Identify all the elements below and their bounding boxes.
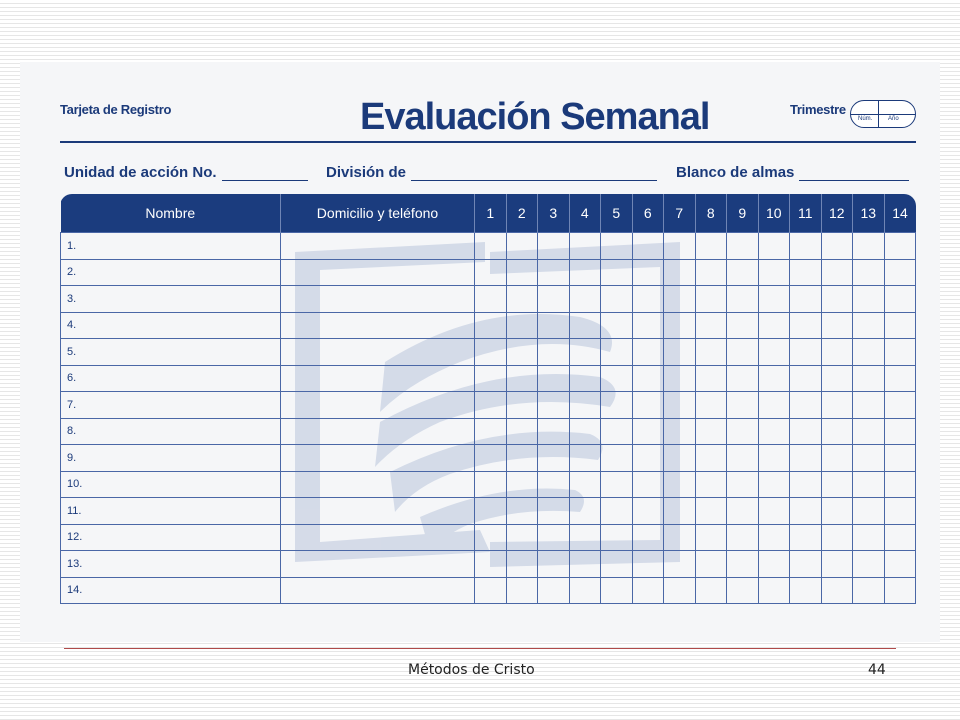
col-header-week: 6 [632,194,664,233]
week-cell[interactable] [727,365,759,392]
week-cell[interactable] [569,577,601,604]
table-body [61,233,916,604]
week-cell[interactable] [758,471,790,498]
week-cell[interactable] [884,524,916,551]
title-rule [60,141,916,143]
week-cell[interactable] [664,551,696,578]
week-cell[interactable] [790,233,822,260]
week-cell[interactable] [475,312,507,339]
division-line [411,168,657,181]
week-cell[interactable] [884,498,916,525]
week-cell[interactable] [727,524,759,551]
page-number: 44 [868,662,886,678]
table-row [61,498,916,525]
row-name-cell[interactable]: 4. [61,312,281,339]
col-header-week: 8 [695,194,727,233]
table-row [61,312,916,339]
week-cell[interactable] [538,365,570,392]
table-row [61,471,916,498]
row-name-cell[interactable]: 9. [61,445,281,472]
week-cell[interactable] [538,339,570,366]
week-cell[interactable] [601,233,633,260]
week-cell[interactable] [506,312,538,339]
week-cell[interactable] [727,392,759,419]
week-cell[interactable] [727,312,759,339]
week-cell[interactable] [632,365,664,392]
week-cell[interactable] [664,339,696,366]
table-row [61,445,916,472]
week-cell[interactable] [601,471,633,498]
week-cell[interactable] [790,445,822,472]
week-cell[interactable] [821,392,853,419]
week-cell[interactable] [538,471,570,498]
col-header-week: 13 [853,194,885,233]
week-cell[interactable] [695,365,727,392]
week-cell[interactable] [632,471,664,498]
week-cell[interactable] [821,577,853,604]
week-cell[interactable] [569,551,601,578]
row-name-cell[interactable]: 7. [61,392,281,419]
week-cell[interactable] [790,418,822,445]
week-cell[interactable] [569,524,601,551]
week-cell[interactable] [695,445,727,472]
week-cell[interactable] [758,312,790,339]
week-cell[interactable] [884,418,916,445]
week-cell[interactable] [506,392,538,419]
week-cell[interactable] [727,233,759,260]
row-name-cell[interactable]: 8. [61,418,281,445]
row-address-cell[interactable] [281,365,475,392]
week-cell[interactable] [632,339,664,366]
col-header-week: 1 [475,194,507,233]
row-name-cell[interactable]: 5. [61,339,281,366]
week-cell[interactable] [884,233,916,260]
registration-card [20,62,940,642]
week-cell[interactable] [821,259,853,286]
week-cell[interactable] [790,365,822,392]
week-cell[interactable] [632,498,664,525]
week-cell[interactable] [853,577,885,604]
week-cell[interactable] [727,445,759,472]
week-cell[interactable] [695,259,727,286]
week-cell[interactable] [538,286,570,313]
week-cell[interactable] [853,312,885,339]
week-cell[interactable] [601,498,633,525]
week-cell[interactable] [506,233,538,260]
week-cell[interactable] [475,418,507,445]
week-cell[interactable] [853,418,885,445]
row-address-cell[interactable] [281,392,475,419]
week-cell[interactable] [853,259,885,286]
week-cell[interactable] [632,286,664,313]
trimestre-num-label: Núm. [858,116,873,122]
week-cell[interactable] [475,471,507,498]
week-cell[interactable] [884,471,916,498]
week-cell[interactable] [601,392,633,419]
week-cell[interactable] [664,392,696,419]
week-cell[interactable] [601,445,633,472]
week-cell[interactable] [853,471,885,498]
row-address-cell[interactable] [281,312,475,339]
week-cell[interactable] [727,259,759,286]
week-cell[interactable] [853,365,885,392]
footer-rule [64,648,896,649]
table-row [61,524,916,551]
row-address-cell[interactable] [281,233,475,260]
week-cell[interactable] [569,418,601,445]
week-cell[interactable] [632,551,664,578]
row-address-cell[interactable] [281,339,475,366]
week-cell[interactable] [853,233,885,260]
week-cell[interactable] [790,498,822,525]
blanco-field[interactable] [676,164,909,181]
blanco-line [799,168,909,181]
week-cell[interactable] [506,551,538,578]
week-cell[interactable] [475,498,507,525]
week-cell[interactable] [821,471,853,498]
week-cell[interactable] [632,577,664,604]
week-cell[interactable] [884,312,916,339]
week-cell[interactable] [475,286,507,313]
unidad-line [222,168,308,181]
row-address-cell[interactable] [281,259,475,286]
week-cell[interactable] [569,392,601,419]
week-cell[interactable] [695,286,727,313]
row-address-cell[interactable] [281,445,475,472]
row-address-cell[interactable] [281,418,475,445]
week-cell[interactable] [758,498,790,525]
week-cell[interactable] [884,259,916,286]
week-cell[interactable] [538,392,570,419]
col-header-nombre: Nombre [61,194,281,233]
week-cell[interactable] [664,312,696,339]
row-name-cell[interactable]: 11. [61,498,281,525]
week-cell[interactable] [506,418,538,445]
week-cell[interactable] [664,524,696,551]
trimestre-line [851,114,915,115]
week-cell[interactable] [538,312,570,339]
col-header-week: 14 [884,194,916,233]
week-cell[interactable] [475,524,507,551]
week-cell[interactable] [475,577,507,604]
week-cell[interactable] [601,339,633,366]
table-row [61,418,916,445]
week-cell[interactable] [695,392,727,419]
week-cell[interactable] [853,392,885,419]
week-cell[interactable] [664,577,696,604]
week-cell[interactable] [664,259,696,286]
week-cell[interactable] [664,445,696,472]
row-name-cell[interactable]: 14. [61,577,281,604]
footer-title: Métodos de Cristo [408,662,535,678]
week-cell[interactable] [821,418,853,445]
week-cell[interactable] [758,339,790,366]
week-cell[interactable] [821,551,853,578]
table-row [61,577,916,604]
table-row [61,551,916,578]
week-cell[interactable] [758,392,790,419]
week-cell[interactable] [475,339,507,366]
week-cell[interactable] [758,445,790,472]
week-cell[interactable] [538,259,570,286]
row-address-cell[interactable] [281,524,475,551]
week-cell[interactable] [758,365,790,392]
week-cell[interactable] [821,498,853,525]
week-cell[interactable] [632,524,664,551]
table-row [61,392,916,419]
week-cell[interactable] [853,286,885,313]
week-cell[interactable] [821,312,853,339]
attendance-table [60,194,916,604]
unidad-field[interactable] [64,164,308,181]
week-cell[interactable] [884,365,916,392]
week-cell[interactable] [790,577,822,604]
week-cell[interactable] [695,498,727,525]
week-cell[interactable] [884,392,916,419]
week-cell[interactable] [569,339,601,366]
week-cell[interactable] [506,259,538,286]
week-cell[interactable] [758,286,790,313]
week-cell[interactable] [506,577,538,604]
week-cell[interactable] [538,498,570,525]
week-cell[interactable] [506,445,538,472]
col-header-week: 10 [758,194,790,233]
week-cell[interactable] [790,259,822,286]
table-row [61,233,916,260]
week-cell[interactable] [821,524,853,551]
division-field[interactable] [326,164,657,181]
week-cell[interactable] [695,524,727,551]
week-cell[interactable] [569,498,601,525]
week-cell[interactable] [790,392,822,419]
week-cell[interactable] [884,551,916,578]
week-cell[interactable] [664,418,696,445]
division-label: División de [326,164,407,181]
attendance-table-wrap [60,194,916,608]
week-cell[interactable] [758,577,790,604]
week-cell[interactable] [695,312,727,339]
week-cell[interactable] [632,445,664,472]
week-cell[interactable] [506,471,538,498]
week-cell[interactable] [538,445,570,472]
week-cell[interactable] [601,365,633,392]
week-cell[interactable] [601,577,633,604]
week-cell[interactable] [506,365,538,392]
col-header-week: 5 [601,194,633,233]
week-cell[interactable] [538,577,570,604]
week-cell[interactable] [601,312,633,339]
row-address-cell[interactable] [281,498,475,525]
week-cell[interactable] [538,524,570,551]
week-cell[interactable] [664,233,696,260]
week-cell[interactable] [727,418,759,445]
week-cell[interactable] [727,339,759,366]
row-address-cell[interactable] [281,577,475,604]
table-row [61,286,916,313]
week-cell[interactable] [506,339,538,366]
week-cell[interactable] [790,551,822,578]
week-cell[interactable] [664,498,696,525]
row-name-cell[interactable]: 3. [61,286,281,313]
week-cell[interactable] [664,365,696,392]
week-cell[interactable] [632,392,664,419]
week-cell[interactable] [727,498,759,525]
week-cell[interactable] [632,312,664,339]
col-header-week: 7 [664,194,696,233]
week-cell[interactable] [727,551,759,578]
week-cell[interactable] [695,233,727,260]
week-cell[interactable] [821,365,853,392]
week-cell[interactable] [884,339,916,366]
week-cell[interactable] [475,233,507,260]
week-cell[interactable] [853,551,885,578]
week-cell[interactable] [475,551,507,578]
week-cell[interactable] [727,286,759,313]
week-cell[interactable] [475,365,507,392]
week-cell[interactable] [758,259,790,286]
week-cell[interactable] [569,365,601,392]
week-cell[interactable] [601,259,633,286]
week-cell[interactable] [821,286,853,313]
col-header-domicilio: Domicilio y teléfono [281,194,475,233]
week-cell[interactable] [538,551,570,578]
week-cell[interactable] [664,286,696,313]
table-row [61,365,916,392]
week-cell[interactable] [884,445,916,472]
col-header-week: 2 [506,194,538,233]
row-name-cell[interactable]: 10. [61,471,281,498]
week-cell[interactable] [569,259,601,286]
table-row [61,339,916,366]
week-cell[interactable] [632,259,664,286]
col-header-week: 11 [790,194,822,233]
trimestre-box[interactable] [850,100,916,128]
week-cell[interactable] [758,524,790,551]
row-address-cell[interactable] [281,471,475,498]
week-cell[interactable] [884,577,916,604]
week-cell[interactable] [475,445,507,472]
row-name-cell[interactable]: 1. [61,233,281,260]
trimestre-ano-label: Año [888,116,899,122]
week-cell[interactable] [601,418,633,445]
week-cell[interactable] [506,286,538,313]
week-cell[interactable] [884,286,916,313]
week-cell[interactable] [569,312,601,339]
week-cell[interactable] [695,551,727,578]
row-name-cell[interactable]: 13. [61,551,281,578]
week-cell[interactable] [475,392,507,419]
week-cell[interactable] [601,524,633,551]
week-cell[interactable] [727,471,759,498]
col-header-week: 12 [821,194,853,233]
card-subtitle: Tarjeta de Registro [60,102,172,117]
week-cell[interactable] [821,339,853,366]
week-cell[interactable] [695,339,727,366]
week-cell[interactable] [601,551,633,578]
row-address-cell[interactable] [281,286,475,313]
week-cell[interactable] [506,498,538,525]
row-name-cell[interactable]: 2. [61,259,281,286]
row-name-cell[interactable]: 6. [61,365,281,392]
week-cell[interactable] [569,471,601,498]
week-cell[interactable] [664,471,696,498]
week-cell[interactable] [506,524,538,551]
week-cell[interactable] [790,524,822,551]
week-cell[interactable] [821,445,853,472]
table-row [61,259,916,286]
week-cell[interactable] [790,312,822,339]
week-cell[interactable] [790,471,822,498]
week-cell[interactable] [538,233,570,260]
week-cell[interactable] [853,339,885,366]
unidad-label: Unidad de acción No. [64,164,217,181]
week-cell[interactable] [853,445,885,472]
week-cell[interactable] [632,233,664,260]
week-cell[interactable] [853,498,885,525]
week-cell[interactable] [569,445,601,472]
table-header-row [61,194,916,233]
week-cell[interactable] [853,524,885,551]
col-header-week: 3 [538,194,570,233]
week-cell[interactable] [790,339,822,366]
week-cell[interactable] [727,577,759,604]
week-cell[interactable] [475,259,507,286]
row-address-cell[interactable] [281,551,475,578]
week-cell[interactable] [821,233,853,260]
col-header-week: 9 [727,194,759,233]
week-cell[interactable] [790,286,822,313]
week-cell[interactable] [569,233,601,260]
week-cell[interactable] [569,286,601,313]
week-cell[interactable] [758,233,790,260]
week-cell[interactable] [758,418,790,445]
trimestre-label: Trimestre [790,102,846,117]
week-cell[interactable] [538,418,570,445]
week-cell[interactable] [695,577,727,604]
row-name-cell[interactable]: 12. [61,524,281,551]
week-cell[interactable] [695,471,727,498]
col-header-week: 4 [569,194,601,233]
week-cell[interactable] [601,286,633,313]
blanco-label: Blanco de almas [676,164,795,181]
week-cell[interactable] [758,551,790,578]
page-title: Evaluación Semanal [360,96,710,138]
week-cell[interactable] [632,418,664,445]
week-cell[interactable] [695,418,727,445]
